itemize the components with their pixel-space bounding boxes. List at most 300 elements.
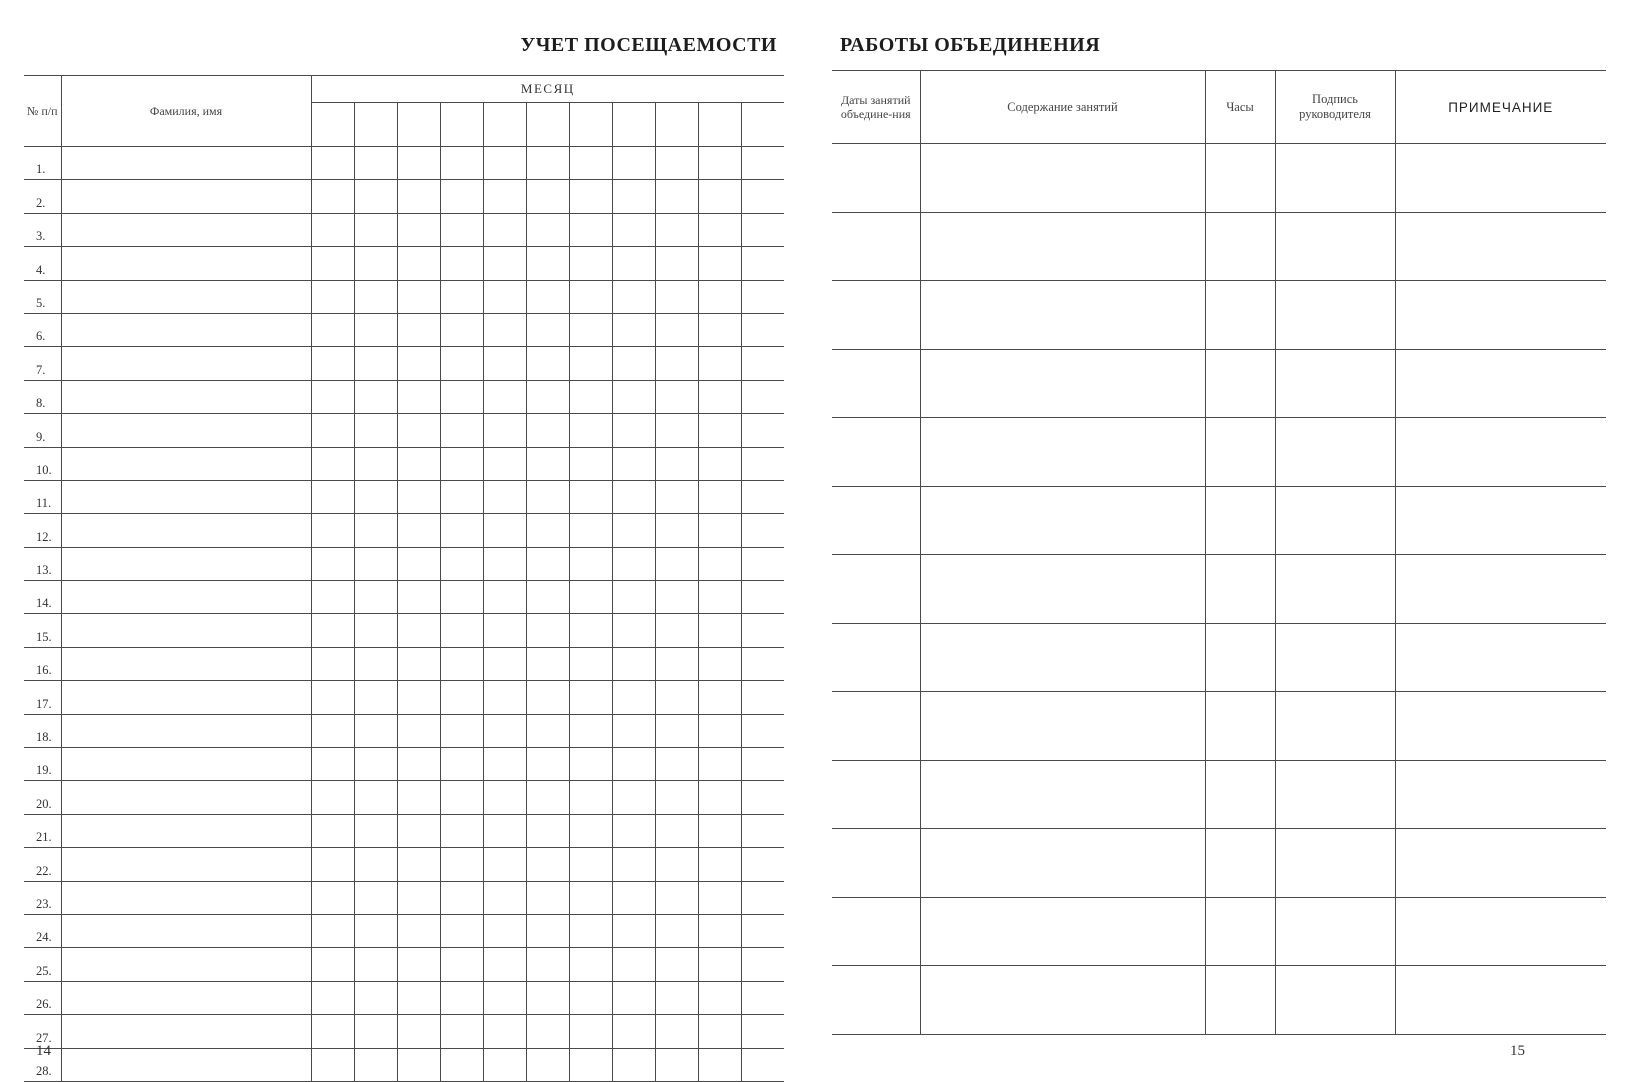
attendance-cell[interactable] (526, 748, 569, 781)
attendance-cell[interactable] (655, 280, 698, 313)
attendance-cell[interactable] (655, 547, 698, 580)
attendance-cell[interactable] (698, 547, 741, 580)
attendance-cell[interactable] (655, 714, 698, 747)
attendance-cell[interactable] (655, 180, 698, 213)
attendance-cell[interactable] (483, 280, 526, 313)
attendance-cell[interactable] (397, 881, 440, 914)
attendance-cell[interactable] (569, 247, 612, 280)
attendance-cell[interactable] (655, 1048, 698, 1081)
attendance-cell[interactable] (354, 647, 397, 680)
attendance-cell[interactable] (698, 514, 741, 547)
attendance-cell[interactable] (483, 514, 526, 547)
attendance-cell[interactable] (354, 480, 397, 513)
attendance-cell[interactable] (612, 814, 655, 847)
attendance-cell[interactable] (397, 781, 440, 814)
attendance-cell[interactable] (311, 581, 354, 614)
attendance-cell[interactable] (354, 280, 397, 313)
attendance-cell[interactable] (612, 247, 655, 280)
student-name-cell[interactable] (61, 313, 311, 346)
attendance-cell[interactable] (483, 881, 526, 914)
attendance-cell[interactable] (526, 581, 569, 614)
attendance-cell[interactable] (397, 914, 440, 947)
date-cell[interactable] (832, 212, 920, 281)
attendance-cell[interactable] (612, 547, 655, 580)
content-cell[interactable] (920, 966, 1205, 1035)
signature-cell[interactable] (1275, 623, 1395, 692)
attendance-cell[interactable] (440, 814, 483, 847)
attendance-cell[interactable] (483, 748, 526, 781)
attendance-cell[interactable] (741, 1015, 784, 1048)
signature-cell[interactable] (1275, 486, 1395, 555)
student-name-cell[interactable] (61, 881, 311, 914)
attendance-cell[interactable] (311, 981, 354, 1014)
date-cell[interactable] (832, 486, 920, 555)
attendance-cell[interactable] (440, 247, 483, 280)
content-cell[interactable] (920, 349, 1205, 418)
note-cell[interactable] (1395, 623, 1606, 692)
note-cell[interactable] (1395, 418, 1606, 487)
attendance-cell[interactable] (698, 881, 741, 914)
student-name-cell[interactable] (61, 714, 311, 747)
attendance-cell[interactable] (741, 347, 784, 380)
note-cell[interactable] (1395, 555, 1606, 624)
attendance-cell[interactable] (397, 514, 440, 547)
attendance-cell[interactable] (440, 480, 483, 513)
note-cell[interactable] (1395, 281, 1606, 350)
hours-cell[interactable] (1205, 418, 1275, 487)
attendance-cell[interactable] (397, 647, 440, 680)
attendance-cell[interactable] (526, 247, 569, 280)
hours-cell[interactable] (1205, 555, 1275, 624)
attendance-cell[interactable] (440, 313, 483, 346)
attendance-cell[interactable] (698, 647, 741, 680)
attendance-cell[interactable] (397, 547, 440, 580)
attendance-cell[interactable] (569, 647, 612, 680)
attendance-cell[interactable] (612, 581, 655, 614)
attendance-cell[interactable] (526, 213, 569, 246)
attendance-cell[interactable] (311, 781, 354, 814)
attendance-cell[interactable] (569, 681, 612, 714)
content-cell[interactable] (920, 281, 1205, 350)
attendance-cell[interactable] (569, 781, 612, 814)
signature-cell[interactable] (1275, 212, 1395, 281)
attendance-cell[interactable] (311, 480, 354, 513)
attendance-cell[interactable] (698, 213, 741, 246)
attendance-cell[interactable] (741, 514, 784, 547)
attendance-cell[interactable] (569, 180, 612, 213)
signature-cell[interactable] (1275, 349, 1395, 418)
attendance-cell[interactable] (569, 414, 612, 447)
note-cell[interactable] (1395, 829, 1606, 898)
attendance-cell[interactable] (698, 781, 741, 814)
attendance-cell[interactable] (612, 714, 655, 747)
attendance-cell[interactable] (526, 881, 569, 914)
attendance-cell[interactable] (526, 414, 569, 447)
attendance-cell[interactable] (397, 414, 440, 447)
attendance-cell[interactable] (483, 247, 526, 280)
student-name-cell[interactable] (61, 247, 311, 280)
attendance-cell[interactable] (612, 781, 655, 814)
attendance-cell[interactable] (655, 647, 698, 680)
attendance-cell[interactable] (311, 614, 354, 647)
attendance-cell[interactable] (483, 180, 526, 213)
attendance-cell[interactable] (526, 447, 569, 480)
attendance-cell[interactable] (311, 180, 354, 213)
attendance-cell[interactable] (311, 1015, 354, 1048)
attendance-cell[interactable] (698, 714, 741, 747)
attendance-cell[interactable] (397, 1048, 440, 1081)
attendance-cell[interactable] (354, 514, 397, 547)
attendance-cell[interactable] (655, 981, 698, 1014)
content-cell[interactable] (920, 760, 1205, 829)
attendance-cell[interactable] (698, 614, 741, 647)
signature-cell[interactable] (1275, 418, 1395, 487)
attendance-cell[interactable] (354, 1048, 397, 1081)
attendance-cell[interactable] (569, 547, 612, 580)
attendance-cell[interactable] (612, 347, 655, 380)
attendance-cell[interactable] (741, 247, 784, 280)
attendance-cell[interactable] (741, 681, 784, 714)
attendance-cell[interactable] (354, 447, 397, 480)
attendance-cell[interactable] (612, 981, 655, 1014)
attendance-cell[interactable] (397, 681, 440, 714)
attendance-cell[interactable] (440, 681, 483, 714)
attendance-cell[interactable] (655, 581, 698, 614)
attendance-cell[interactable] (311, 247, 354, 280)
note-cell[interactable] (1395, 349, 1606, 418)
attendance-cell[interactable] (311, 748, 354, 781)
attendance-cell[interactable] (311, 647, 354, 680)
attendance-cell[interactable] (741, 881, 784, 914)
attendance-cell[interactable] (440, 1015, 483, 1048)
attendance-cell[interactable] (655, 247, 698, 280)
attendance-cell[interactable] (741, 313, 784, 346)
attendance-cell[interactable] (311, 414, 354, 447)
attendance-cell[interactable] (698, 681, 741, 714)
attendance-cell[interactable] (397, 247, 440, 280)
student-name-cell[interactable] (61, 981, 311, 1014)
attendance-cell[interactable] (354, 414, 397, 447)
attendance-cell[interactable] (397, 447, 440, 480)
signature-cell[interactable] (1275, 760, 1395, 829)
content-cell[interactable] (920, 829, 1205, 898)
signature-cell[interactable] (1275, 281, 1395, 350)
attendance-cell[interactable] (741, 280, 784, 313)
attendance-cell[interactable] (741, 414, 784, 447)
attendance-cell[interactable] (483, 614, 526, 647)
attendance-cell[interactable] (612, 414, 655, 447)
attendance-cell[interactable] (569, 313, 612, 346)
attendance-cell[interactable] (354, 213, 397, 246)
student-name-cell[interactable] (61, 1048, 311, 1081)
attendance-cell[interactable] (440, 981, 483, 1014)
attendance-cell[interactable] (397, 981, 440, 1014)
attendance-cell[interactable] (741, 480, 784, 513)
attendance-cell[interactable] (354, 247, 397, 280)
attendance-cell[interactable] (612, 514, 655, 547)
student-name-cell[interactable] (61, 213, 311, 246)
attendance-cell[interactable] (569, 280, 612, 313)
hours-cell[interactable] (1205, 897, 1275, 966)
attendance-cell[interactable] (526, 380, 569, 413)
attendance-cell[interactable] (741, 814, 784, 847)
attendance-cell[interactable] (655, 480, 698, 513)
attendance-cell[interactable] (311, 914, 354, 947)
attendance-cell[interactable] (397, 180, 440, 213)
attendance-cell[interactable] (311, 681, 354, 714)
attendance-cell[interactable] (612, 881, 655, 914)
attendance-cell[interactable] (741, 647, 784, 680)
attendance-cell[interactable] (526, 614, 569, 647)
attendance-cell[interactable] (569, 814, 612, 847)
note-cell[interactable] (1395, 486, 1606, 555)
attendance-cell[interactable] (698, 347, 741, 380)
attendance-cell[interactable] (741, 981, 784, 1014)
attendance-cell[interactable] (526, 180, 569, 213)
attendance-cell[interactable] (612, 748, 655, 781)
attendance-cell[interactable] (526, 514, 569, 547)
attendance-cell[interactable] (612, 147, 655, 180)
attendance-cell[interactable] (569, 714, 612, 747)
attendance-cell[interactable] (354, 581, 397, 614)
attendance-cell[interactable] (698, 480, 741, 513)
attendance-cell[interactable] (483, 414, 526, 447)
attendance-cell[interactable] (311, 814, 354, 847)
attendance-cell[interactable] (440, 1048, 483, 1081)
attendance-cell[interactable] (440, 447, 483, 480)
content-cell[interactable] (920, 486, 1205, 555)
hours-cell[interactable] (1205, 760, 1275, 829)
attendance-cell[interactable] (354, 380, 397, 413)
attendance-cell[interactable] (397, 581, 440, 614)
attendance-cell[interactable] (698, 748, 741, 781)
attendance-cell[interactable] (569, 881, 612, 914)
student-name-cell[interactable] (61, 647, 311, 680)
attendance-cell[interactable] (526, 981, 569, 1014)
attendance-cell[interactable] (526, 714, 569, 747)
attendance-cell[interactable] (483, 714, 526, 747)
attendance-cell[interactable] (483, 147, 526, 180)
attendance-cell[interactable] (526, 647, 569, 680)
attendance-cell[interactable] (311, 313, 354, 346)
attendance-cell[interactable] (311, 514, 354, 547)
attendance-cell[interactable] (311, 447, 354, 480)
attendance-cell[interactable] (655, 848, 698, 881)
student-name-cell[interactable] (61, 447, 311, 480)
attendance-cell[interactable] (483, 914, 526, 947)
attendance-cell[interactable] (612, 647, 655, 680)
student-name-cell[interactable] (61, 948, 311, 981)
student-name-cell[interactable] (61, 180, 311, 213)
student-name-cell[interactable] (61, 547, 311, 580)
attendance-cell[interactable] (655, 347, 698, 380)
student-name-cell[interactable] (61, 614, 311, 647)
attendance-cell[interactable] (526, 347, 569, 380)
attendance-cell[interactable] (440, 414, 483, 447)
attendance-cell[interactable] (612, 1015, 655, 1048)
attendance-cell[interactable] (311, 848, 354, 881)
attendance-cell[interactable] (526, 814, 569, 847)
student-name-cell[interactable] (61, 781, 311, 814)
attendance-cell[interactable] (397, 614, 440, 647)
attendance-cell[interactable] (526, 848, 569, 881)
hours-cell[interactable] (1205, 829, 1275, 898)
attendance-cell[interactable] (311, 213, 354, 246)
attendance-cell[interactable] (354, 714, 397, 747)
attendance-cell[interactable] (612, 280, 655, 313)
attendance-cell[interactable] (483, 547, 526, 580)
attendance-cell[interactable] (440, 614, 483, 647)
attendance-cell[interactable] (569, 480, 612, 513)
attendance-cell[interactable] (569, 948, 612, 981)
attendance-cell[interactable] (612, 180, 655, 213)
attendance-cell[interactable] (741, 781, 784, 814)
attendance-cell[interactable] (354, 547, 397, 580)
attendance-cell[interactable] (612, 948, 655, 981)
attendance-cell[interactable] (612, 313, 655, 346)
attendance-cell[interactable] (741, 447, 784, 480)
attendance-cell[interactable] (526, 781, 569, 814)
attendance-cell[interactable] (741, 948, 784, 981)
attendance-cell[interactable] (698, 1048, 741, 1081)
attendance-cell[interactable] (397, 280, 440, 313)
signature-cell[interactable] (1275, 829, 1395, 898)
attendance-cell[interactable] (397, 313, 440, 346)
attendance-cell[interactable] (354, 347, 397, 380)
attendance-cell[interactable] (698, 848, 741, 881)
attendance-cell[interactable] (741, 1048, 784, 1081)
attendance-cell[interactable] (483, 480, 526, 513)
attendance-cell[interactable] (311, 881, 354, 914)
attendance-cell[interactable] (612, 848, 655, 881)
attendance-cell[interactable] (655, 147, 698, 180)
attendance-cell[interactable] (569, 914, 612, 947)
attendance-cell[interactable] (655, 1015, 698, 1048)
attendance-cell[interactable] (612, 614, 655, 647)
attendance-cell[interactable] (440, 213, 483, 246)
attendance-cell[interactable] (698, 380, 741, 413)
student-name-cell[interactable] (61, 1015, 311, 1048)
content-cell[interactable] (920, 623, 1205, 692)
attendance-cell[interactable] (440, 848, 483, 881)
attendance-cell[interactable] (354, 147, 397, 180)
note-cell[interactable] (1395, 897, 1606, 966)
attendance-cell[interactable] (354, 848, 397, 881)
attendance-cell[interactable] (698, 247, 741, 280)
attendance-cell[interactable] (483, 981, 526, 1014)
attendance-cell[interactable] (741, 380, 784, 413)
attendance-cell[interactable] (311, 347, 354, 380)
attendance-cell[interactable] (483, 347, 526, 380)
attendance-cell[interactable] (397, 480, 440, 513)
hours-cell[interactable] (1205, 144, 1275, 213)
attendance-cell[interactable] (440, 280, 483, 313)
attendance-cell[interactable] (569, 614, 612, 647)
attendance-cell[interactable] (483, 213, 526, 246)
attendance-cell[interactable] (526, 681, 569, 714)
hours-cell[interactable] (1205, 692, 1275, 761)
signature-cell[interactable] (1275, 144, 1395, 213)
date-cell[interactable] (832, 760, 920, 829)
attendance-cell[interactable] (569, 848, 612, 881)
attendance-cell[interactable] (698, 948, 741, 981)
attendance-cell[interactable] (354, 180, 397, 213)
attendance-cell[interactable] (741, 581, 784, 614)
student-name-cell[interactable] (61, 480, 311, 513)
attendance-cell[interactable] (440, 147, 483, 180)
attendance-cell[interactable] (483, 681, 526, 714)
attendance-cell[interactable] (741, 748, 784, 781)
hours-cell[interactable] (1205, 212, 1275, 281)
attendance-cell[interactable] (612, 380, 655, 413)
hours-cell[interactable] (1205, 281, 1275, 350)
attendance-cell[interactable] (354, 781, 397, 814)
note-cell[interactable] (1395, 692, 1606, 761)
date-cell[interactable] (832, 281, 920, 350)
content-cell[interactable] (920, 555, 1205, 624)
attendance-cell[interactable] (311, 714, 354, 747)
attendance-cell[interactable] (655, 814, 698, 847)
attendance-cell[interactable] (483, 848, 526, 881)
attendance-cell[interactable] (741, 848, 784, 881)
attendance-cell[interactable] (612, 447, 655, 480)
attendance-cell[interactable] (354, 681, 397, 714)
attendance-cell[interactable] (354, 313, 397, 346)
attendance-cell[interactable] (655, 781, 698, 814)
attendance-cell[interactable] (440, 347, 483, 380)
attendance-cell[interactable] (526, 547, 569, 580)
attendance-cell[interactable] (655, 447, 698, 480)
attendance-cell[interactable] (354, 614, 397, 647)
attendance-cell[interactable] (741, 547, 784, 580)
attendance-cell[interactable] (354, 981, 397, 1014)
attendance-cell[interactable] (741, 213, 784, 246)
attendance-cell[interactable] (569, 213, 612, 246)
attendance-cell[interactable] (354, 881, 397, 914)
attendance-cell[interactable] (440, 748, 483, 781)
attendance-cell[interactable] (655, 914, 698, 947)
attendance-cell[interactable] (440, 514, 483, 547)
student-name-cell[interactable] (61, 380, 311, 413)
student-name-cell[interactable] (61, 748, 311, 781)
signature-cell[interactable] (1275, 555, 1395, 624)
attendance-cell[interactable] (440, 781, 483, 814)
attendance-cell[interactable] (569, 514, 612, 547)
attendance-cell[interactable] (741, 147, 784, 180)
attendance-cell[interactable] (397, 714, 440, 747)
attendance-cell[interactable] (397, 380, 440, 413)
attendance-cell[interactable] (612, 480, 655, 513)
attendance-cell[interactable] (397, 347, 440, 380)
attendance-cell[interactable] (741, 714, 784, 747)
attendance-cell[interactable] (655, 881, 698, 914)
attendance-cell[interactable] (698, 447, 741, 480)
date-cell[interactable] (832, 692, 920, 761)
attendance-cell[interactable] (612, 681, 655, 714)
signature-cell[interactable] (1275, 966, 1395, 1035)
attendance-cell[interactable] (311, 147, 354, 180)
attendance-cell[interactable] (397, 213, 440, 246)
note-cell[interactable] (1395, 966, 1606, 1035)
note-cell[interactable] (1395, 144, 1606, 213)
content-cell[interactable] (920, 897, 1205, 966)
student-name-cell[interactable] (61, 681, 311, 714)
attendance-cell[interactable] (311, 948, 354, 981)
attendance-cell[interactable] (698, 147, 741, 180)
date-cell[interactable] (832, 623, 920, 692)
attendance-cell[interactable] (698, 814, 741, 847)
attendance-cell[interactable] (483, 647, 526, 680)
